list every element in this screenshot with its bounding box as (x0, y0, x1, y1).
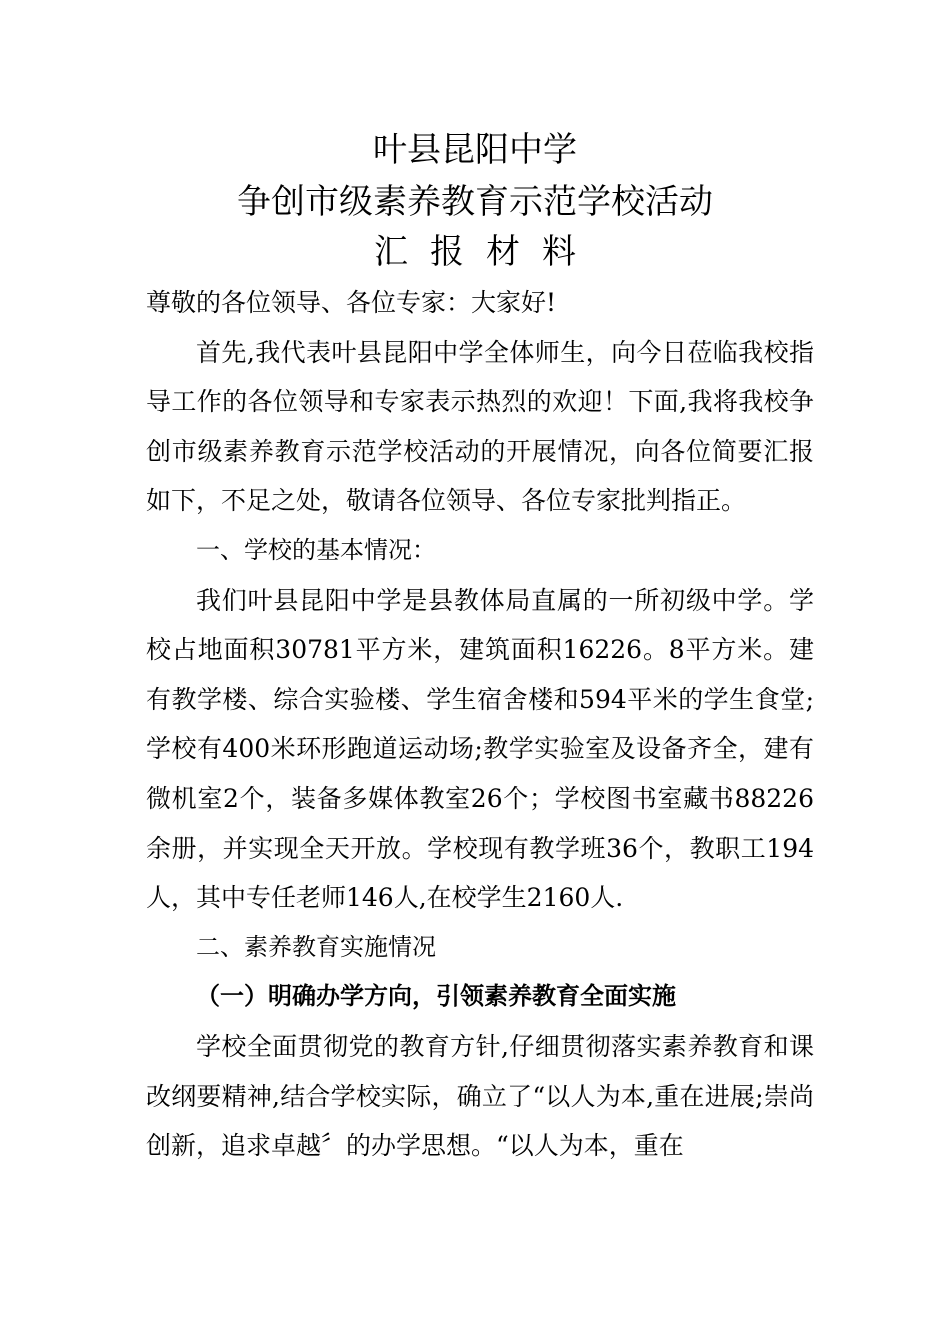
direction-paragraph: 学校全面贯彻党的教育方针,仔细贯彻落实素养教育和课改纲要精神,结合学校实际，确立了“以人为本,重在进展;崇尚创新，追求卓越〞的办学思想。“以人为本，重在 (146, 1031, 814, 1161)
document-title-activity: 争创市级素养教育示范学校活动 (237, 182, 713, 222)
basic-info-paragraph: 我们叶县昆阳中学是县教体局直属的一所初级中学。学校占地面积30781平方米，建筑面积16226。8平方米。建有教学楼、综合实验楼、学生宿舍楼和594平米的学生食堂;学校有400米环形跑道运动场;教学实验室及设备齐全，建有微机室2个，装备多媒体教室26个；学校图书室藏书88226余册，并实现全天开放。学校现有教学班36个，教职工194人，其中专任老师146人,在校学生2160人. (146, 585, 814, 913)
document-title-report: 汇报材料 (374, 232, 598, 272)
document-title-school: 叶县昆阳中学 (373, 130, 577, 170)
intro-paragraph: 首先,我代表叶县昆阳中学全体师生，向今日莅临我校指导工作的各位领导和专家表示热烈的欢迎！下面,我将我校争创市级素养教育示范学校活动的开展情况，向各位简要汇报如下，不足之处，敬请各位领导、各位专家批判指正。 (146, 337, 814, 516)
section-heading-implementation: 二、素养教育实施情况 (196, 932, 436, 961)
section-heading-basic-info: 一、学校的基本情况： (196, 535, 436, 564)
subsection-heading-direction: （一）明确办学方向，引领素养教育全面实施 (196, 982, 676, 1011)
document-body (146, 278, 814, 1171)
greeting-line: 尊敬的各位领导、各位专家：大家好! (146, 288, 557, 317)
